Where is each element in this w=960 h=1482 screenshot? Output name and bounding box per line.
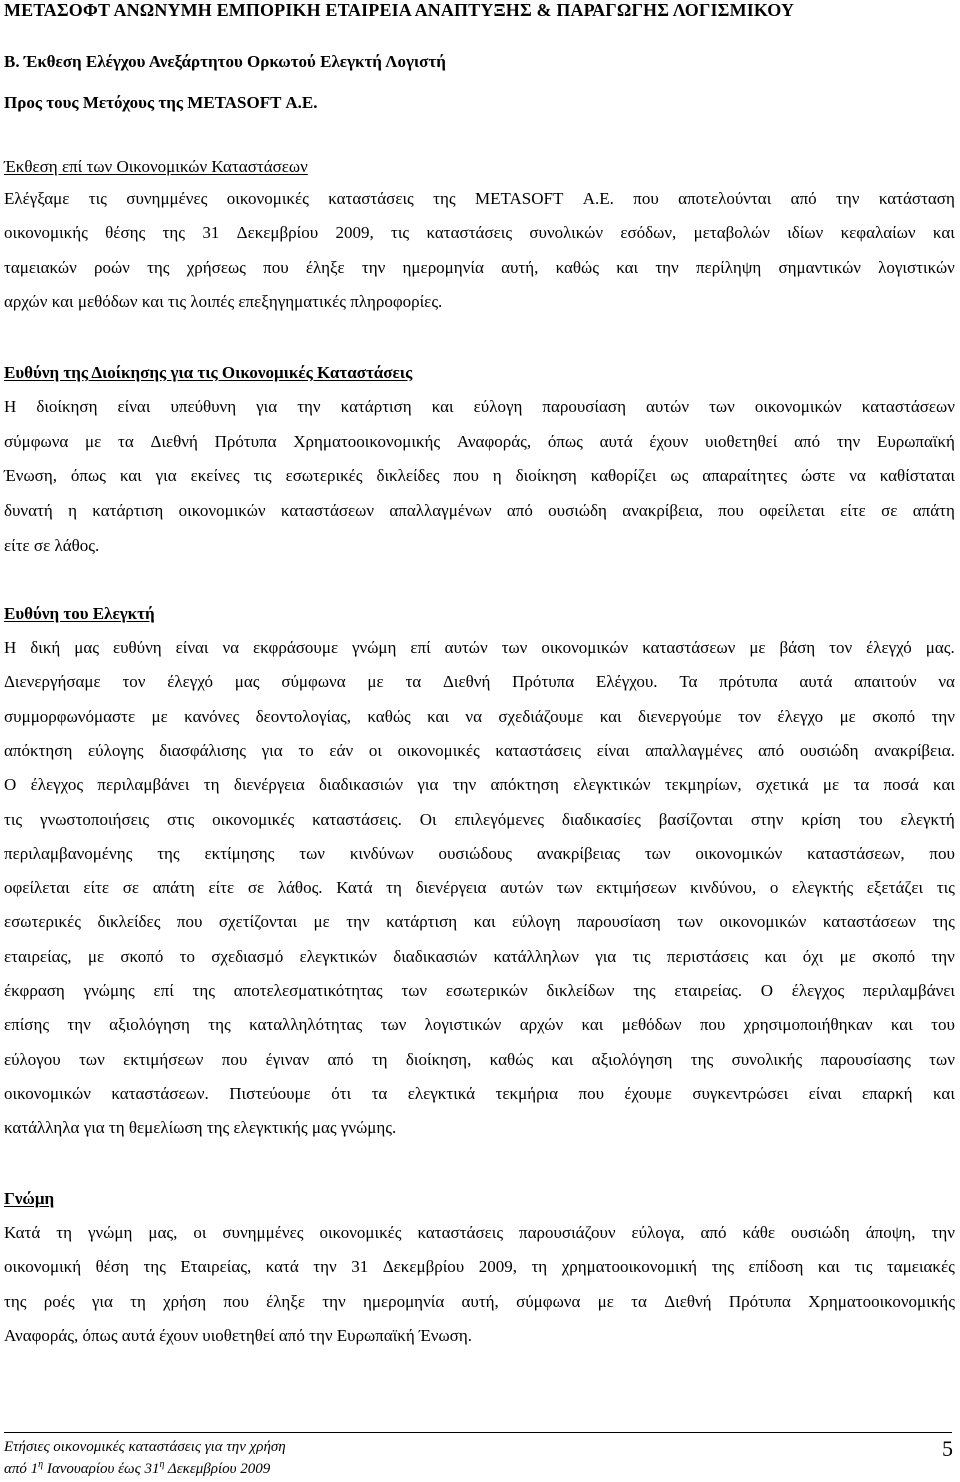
paragraph-line: της ροές για τη χρήση που έληξε την ημερομηνία αυτή, σύμφωνα με τα Διεθνή Πρότυπα Χρηματοοικονομικής: [4, 1291, 955, 1311]
page-number: 5: [942, 1436, 953, 1461]
paragraph-line: Διενεργήσαμε τον έλεγχό μας σύμφωνα με τα Διεθνή Πρότυπα Ελέγχου. Τα πρότυπα αυτά απαιτούν να: [4, 672, 955, 692]
paragraph-line: εσωτερικές δικλείδες που σχετίζονται με την κατάρτιση και εύλογη παρουσίαση των οικονομικών καταστάσεων της: [4, 912, 955, 932]
paragraph-line: Κατά τη γνώμη μας, οι συνημμένες οικονομικές καταστάσεις παρουσιάζουν εύλογα, από κάθε ουσιώδη άποψη, την: [4, 1223, 955, 1242]
section-heading-opinion: Γνώμη: [4, 1189, 55, 1208]
footer-title: Ετήσιες οικονομικές καταστάσεις για την χρήση: [4, 1439, 286, 1455]
section-heading-fs-report: Έκθεση επί των Οικονομικών Καταστάσεων: [4, 157, 308, 176]
paragraph-line: έκφραση γνώμης επί της αποτελεσματικότητας των εσωτερικών δικλείδων της εταιρείας. Ο έλεγχος περιλαμβάνει: [4, 981, 955, 1000]
paragraph-line: περιλαμβανομένης της εκτίμησης των κινδύνων ουσιώδους ανακρίβειας των οικονομικών καταστάσεων, που: [4, 843, 955, 863]
paragraph-line: εύλογου των εκτιμήσεων που έγιναν από τη διοίκηση, καθώς και αξιολόγηση της συνολικής παρουσίασης των: [4, 1049, 955, 1069]
paragraph-line: Ελέγξαμε τις συνημμένες οικονομικές καταστάσεις της METASOFT Α.Ε. που αποτελούνται από την κατάσταση: [4, 189, 955, 208]
report-title: Β. Έκθεση Ελέγχου Ανεξάρτητου Ορκωτού Ελεγκτή Λογιστή: [4, 52, 446, 71]
section-heading-management: Ευθύνη της Διοίκησης για τις Οικονομικές Καταστάσεις: [4, 363, 413, 382]
paragraph-line: Ο έλεγχος περιλαμβάνει τη διενέργεια διαδικασιών για την απόκτηση ελεγκτικών τεκμηρίων, σχετικά με τα ποσά και: [4, 775, 955, 795]
paragraph-line: ταμειακών ροών της χρήσεως που έληξε την ημερομηνία αυτή, καθώς και την περίληψη σημαντικών λογιστικών: [4, 257, 955, 277]
paragraph-line: Αναφοράς, όπως αυτά έχουν υιοθετηθεί από την Ευρωπαϊκή Ένωση.: [4, 1325, 472, 1345]
paragraph-line: τις γνωστοποιήσεις στις οικονομικές καταστάσεις. Οι επιλεγόμενες διαδικασίες βασίζονται στην κρίση του ελεγκτή: [4, 809, 955, 829]
paragraph-line: οικονομική θέση της Εταιρείας, κατά την 31 Δεκεμβρίου 2009, τη χρηματοοικονομική της επίδοση και τις ταμειακές: [4, 1257, 955, 1277]
paragraph-line: Η δική μας ευθύνη είναι να εκφράσουμε γνώμη επί αυτών των οικονομικών καταστάσεων με βάση τον έλεγχό μας.: [4, 638, 955, 657]
paragraph-line: οικονομικής θέσης της 31 Δεκεμβρίου 2009, τις καταστάσεις συνολικών εσόδων, μεταβολών ιδίων κεφαλαίων και: [4, 223, 955, 243]
paragraph-line: σύμφωνα με τα Διεθνή Πρότυπα Χρηματοοικονομικής Αναφοράς, όπως αυτά έχουν υιοθετηθεί από την Ευρωπαϊκή: [4, 431, 955, 451]
footer-divider: [4, 1432, 952, 1433]
paragraph-line: επίσης την αξιολόγηση της καταλληλότητας των λογιστικών αρχών και μεθόδων που χρησιμοποιήθηκαν και του: [4, 1015, 955, 1035]
paragraph-line: είτε σε λάθος.: [4, 535, 100, 555]
paragraph-line: συμμορφωνόμαστε με κανόνες δεοντολογίας, καθώς και να σχεδιάζουμε και διενεργούμε τον έλεγχο με σκοπό την: [4, 706, 955, 726]
paragraph-line: δυνατή η κατάρτιση οικονομικών καταστάσεων απαλλαγμένων από ουσιώδη ανακρίβεια, που οφείλεται είτε σε απάτη: [4, 501, 955, 521]
section-heading-auditor: Ευθύνη του Ελεγκτή: [4, 604, 155, 623]
paragraph-line: οφείλεται είτε σε απάτη είτε σε λάθος. Κατά τη διενέργεια αυτών των εκτιμήσεων κινδύνου, ο ελεγκτής εξετάζει τις: [4, 878, 955, 898]
paragraph-line: Η διοίκηση είναι υπεύθυνη για την κατάρτιση και εύλογη παρουσίαση αυτών των οικονομικών καταστάσεων: [4, 397, 955, 416]
paragraph-line: απόκτηση εύλογης διασφάλισης για το εάν οι οικονομικές καταστάσεις είναι απαλλαγμένες από ουσιώδη ανακρίβεια.: [4, 740, 955, 760]
paragraph-line: Ένωση, όπως και για εκείνες τις εσωτερικές δικλείδες που η διοίκηση καθορίζει ως απαραίτητες ώστε να καθίσταται: [4, 466, 955, 486]
report-addressee: Προς τους Μετόχους της METASOFT Α.Ε.: [4, 93, 318, 112]
paragraph-line: οικονομικών καταστάσεων. Πιστεύουμε ότι τα ελεγκτικά τεκμήρια που έχουμε συγκεντρώσει είναι επαρκή και: [4, 1083, 955, 1103]
paragraph-line: αρχών και μεθόδων και τις λοιπές επεξηγηματικές πληροφορίες.: [4, 291, 443, 311]
company-header: ΜΕΤΑΣΟΦΤ ΑΝΩΝΥΜΗ ΕΜΠΟΡΙΚΗ ΕΤΑΙΡΕΙΑ ΑΝΑΠΤΥΞΗΣ & ΠΑΡΑΓΩΓΗΣ ΛΟΓΙΣΜΙΚΟΥ: [4, 0, 795, 20]
paragraph-line: εταιρείας, με σκοπό το σχεδιασμό ελεγκτικών διαδικασιών κατάλληλων για τις περιστάσεις και όχι με σκοπό την: [4, 946, 955, 966]
paragraph-line: κατάλληλα για τη θεμελίωση της ελεγκτικής μας γνώμης.: [4, 1118, 397, 1138]
footer-period: από $1^\eta$ Ιανουαρίου έως $31^\eta$ Δεκεμβρίου 2009: [4, 1459, 271, 1477]
